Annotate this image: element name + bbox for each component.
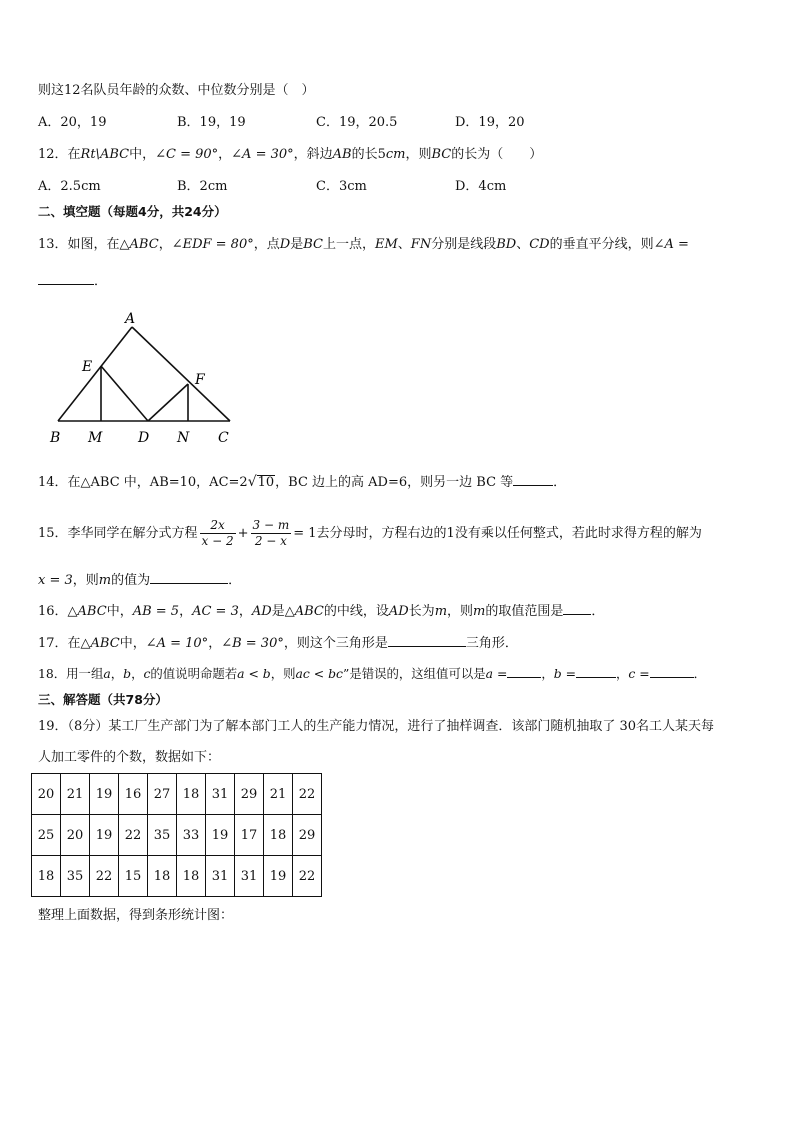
table-cell: 22 — [119, 815, 148, 856]
segment-ed — [101, 366, 148, 421]
table-cell: 29 — [235, 774, 264, 815]
q12-option-b: B．2cm — [177, 179, 228, 194]
q14-stem: 14．在△ABC 中，AB=10，AC=2√10，BC 边上的高 AD=6，则另一边 BC 等 ． — [38, 474, 567, 490]
table-cell: 18 — [177, 856, 206, 897]
table-cell: 18 — [32, 856, 61, 897]
table-cell: 31 — [235, 856, 264, 897]
table-cell: 35 — [61, 856, 90, 897]
label-c: C — [218, 430, 229, 446]
q15-stem: 15．李华同学在解分式方程 $\frac{2x}{x - 2}$ + $\frac{3 - m}{2 - x}$ = 1去分母时，方程右边的1没有乘以任何整式，若此时求得方程的解为 — [38, 518, 702, 548]
table-cell: 19 — [90, 815, 119, 856]
q11-option-d: D．19，20 — [455, 115, 525, 130]
table-row — [32, 815, 322, 856]
table-cell: 21 — [264, 774, 293, 815]
q12-stem: 12．在Rt\ABC中，∠C = 90°，∠A = 30°，斜边AB的长5cm，则BC的长为（ ） — [38, 147, 543, 162]
q11-option-c: C．19，20.5 — [316, 115, 398, 130]
table-cell: 25 — [32, 815, 61, 856]
table-cell: 33 — [177, 815, 206, 856]
q17-stem: 17．在△ABC中，∠A = 10°，∠B = 30°，则这个三角形是 三角形． — [38, 636, 518, 651]
q17-answer-blank[interactable] — [388, 634, 466, 647]
table-cell: 22 — [293, 856, 322, 897]
q18-blank-b[interactable] — [576, 665, 616, 678]
q19-line2: 人加工零件的个数，数据如下： — [38, 750, 221, 765]
q13-answer-line: ． — [38, 272, 107, 291]
label-n: N — [177, 430, 190, 446]
q16-stem: 16．△ABC中，AB = 5，AC = 3，AD是△ABC的中线，设AD长为m，则m的取值范围是 ． — [38, 604, 605, 619]
table-cell: 31 — [206, 774, 235, 815]
table-cell: 18 — [264, 815, 293, 856]
q19-line1: 19．（8分）某工厂生产部门为了解本部门工人的生产能力情况，进行了抽样调查．该部门随机抽取了 30名工人某天每 — [38, 719, 714, 734]
section-fill-in-title: 二、填空题（每题4分，共24分） — [38, 204, 227, 219]
table-cell: 17 — [235, 815, 264, 856]
label-m: M — [88, 430, 103, 446]
data-table — [31, 773, 322, 897]
q11-stem: 则这12名队员年龄的众数、中位数分别是（ ） — [38, 83, 315, 98]
q16-answer-blank[interactable] — [563, 602, 591, 615]
table-cell: 19 — [206, 815, 235, 856]
q12-option-a: A．2.5cm — [38, 179, 101, 194]
table-cell: 27 — [148, 774, 177, 815]
q18-blank-a[interactable] — [507, 665, 541, 678]
q11-option-a: A．20，19 — [38, 115, 107, 130]
segment-fd — [148, 384, 188, 421]
table-cell: 31 — [206, 856, 235, 897]
table-cell: 22 — [293, 774, 322, 815]
fraction-2: $\frac{3 - m}{2 - x}$ — [252, 518, 290, 548]
table-cell: 29 — [293, 815, 322, 856]
table-cell: 21 — [61, 774, 90, 815]
label-f: F — [195, 372, 205, 388]
table-row — [32, 856, 322, 897]
q13-answer-blank[interactable] — [38, 272, 94, 285]
table-cell: 19 — [90, 774, 119, 815]
q15-answer-blank[interactable] — [150, 571, 228, 584]
side-ab — [58, 327, 132, 421]
label-e: E — [82, 359, 93, 375]
table-cell: 19 — [264, 856, 293, 897]
table-cell: 22 — [90, 856, 119, 897]
table-cell: 15 — [119, 856, 148, 897]
table-cell: 35 — [148, 815, 177, 856]
q12-option-d: D．4cm — [455, 179, 507, 194]
table-cell: 18 — [148, 856, 177, 897]
q11-option-b: B．19，19 — [177, 115, 246, 130]
q15-line2: x = 3，则m的值为 ． — [38, 573, 242, 588]
table-cell: 16 — [119, 774, 148, 815]
section-answer-title: 三、解答题（共78分） — [38, 692, 168, 707]
table-cell: 18 — [177, 774, 206, 815]
after-table-text: 整理上面数据，得到条形统计图： — [38, 908, 234, 923]
label-b: B — [50, 430, 61, 446]
triangle-figure — [40, 305, 250, 447]
table-row — [32, 774, 322, 815]
q18-blank-c[interactable] — [650, 665, 694, 678]
q14-answer-blank[interactable] — [513, 473, 553, 486]
table-cell: 20 — [61, 815, 90, 856]
q13-stem: 13．如图，在△ABC，∠EDF = 80°，点D是BC上一点，EM、FN分别是线段BD、CD的垂直平分线，则∠A = — [38, 237, 689, 252]
table-cell: 20 — [32, 774, 61, 815]
label-a: A — [125, 311, 136, 327]
side-ac — [132, 327, 230, 421]
q12-option-c: C．3cm — [316, 179, 367, 194]
fraction-1: $\frac{2x}{x - 2}$ — [201, 518, 234, 548]
q18-stem: 18．用一组a，b，c的值说明命题若a < b，则ac < bc”是错误的，这组值可以是a = ，b = ，c = ． — [38, 666, 707, 681]
label-d: D — [138, 430, 150, 446]
